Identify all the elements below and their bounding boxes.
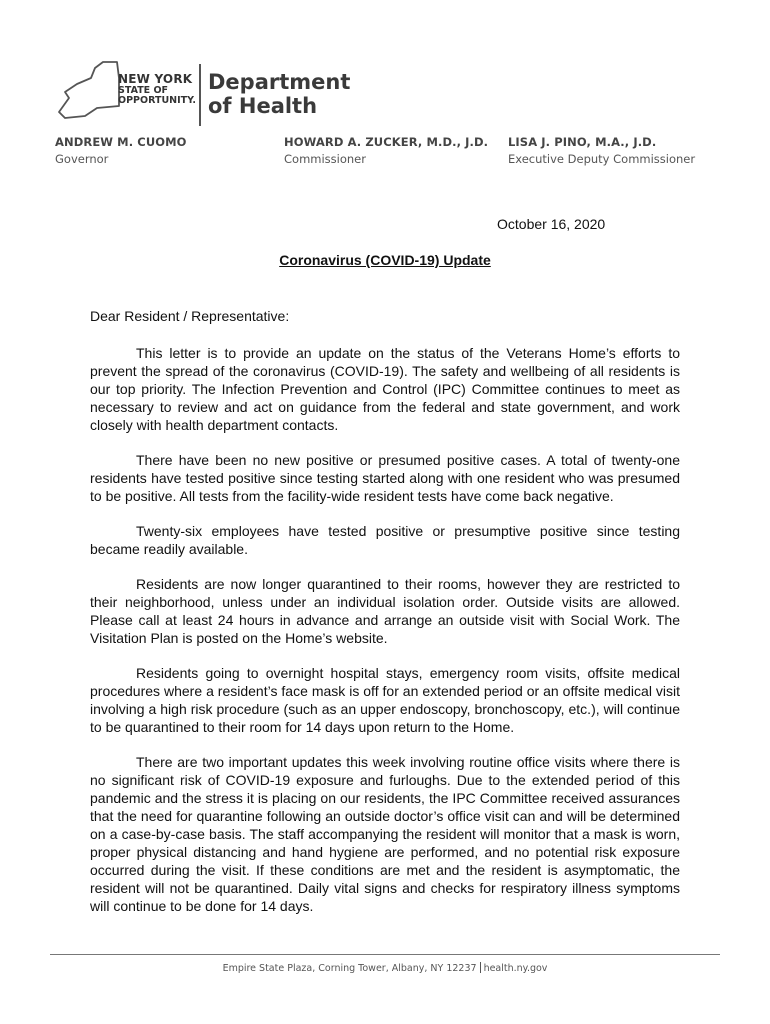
ny-state-name: NEW YORK: [118, 72, 193, 86]
letter-date: October 16, 2020: [497, 216, 606, 232]
paragraph: Residents going to overnight hospital stays, emergency room visits, offsite medical procedures where a resident’s face mask is off for an extended period or an offsite medical visit involving a high risk procedure (such as an upper endoscopy, bronchoscopy, etc.), will continue to be quarantined to their room for 14 days upon return to the Home.: [90, 665, 680, 735]
new-york-state-outline-icon: [59, 62, 119, 118]
official-governor: [55, 135, 187, 166]
department-name: [208, 70, 350, 118]
official-commissioner: [284, 135, 488, 166]
paragraph: Residents are now longer quarantined to their rooms, however they are restricted to their neighborhood, unless under an individual isolation order. Outside visits are allowed. Please call at least 24 hours in advance and arrange an outside visit with Social Work. The Visitation Plan is posted on the Home’s website.: [90, 576, 680, 646]
paragraph: There are two important updates this week involving routine office visits where there is no significant risk of COVID-19 exposure and furloughs. Due to the extended period of this pandemic and the stress it is placing on our residents, the IPC Committee received assurances that the need for quarantine following an outside doctor’s office visit can and will be determined on a case-by-case basis. The staff accompanying the resident will monitor that a mask is worn, proper physical distancing and hand hygiene are performed, and no potential risk exposure occurred during the visit. If these conditions are met and the resident is asymptomatic, the resident will not be quarantined. Daily vital signs and checks for respiratory illness symptoms will continue to be done for 14 days.: [90, 754, 680, 914]
official-title: Governor: [55, 152, 109, 166]
salutation: Dear Resident / Representative:: [90, 308, 290, 324]
ny-state-of: STATE OF: [118, 85, 169, 96]
official-name: LISA J. PINO, M.A., J.D.: [508, 135, 657, 149]
footer: [0, 962, 770, 974]
department-line1: Department: [208, 70, 351, 94]
footer-divider: [50, 954, 720, 955]
official-deputy-commissioner: [508, 135, 695, 166]
paragraph: Twenty-six employees have tested positive or presumptive positive since testing became readily available.: [90, 523, 680, 557]
official-title: Commissioner: [284, 152, 366, 166]
department-line2: of Health: [208, 94, 318, 118]
footer-address: Empire State Plaza, Corning Tower, Albany, NY 12237: [222, 963, 477, 974]
paragraph: This letter is to provide an update on the status of the Veterans Home’s efforts to prevent the spread of the coronavirus (COVID-19). The safety and wellbeing of all residents is our top priority. The Infection Prevention and Control (IPC) Committee continues to meet as necessary to review and act on guidance from the federal and state government, and work closely with health department contacts.: [90, 345, 680, 433]
footer-website: health.ny.gov: [483, 963, 548, 974]
official-title: Executive Deputy Commissioner: [508, 152, 696, 166]
ny-opportunity: OPPORTUNITY.: [118, 95, 197, 106]
logo-divider: [199, 64, 201, 126]
official-name: ANDREW M. CUOMO: [55, 135, 187, 149]
ny-wordmark: [118, 73, 196, 106]
letter-body: [90, 307, 680, 932]
official-name: HOWARD A. ZUCKER, M.D., J.D.: [284, 135, 489, 149]
paragraph: There have been no new positive or presumed positive cases. A total of twenty-one residents have tested positive since testing started along with one resident who was presumed to be positive. All tests from the facility-wide resident tests have come back negative.: [90, 452, 680, 504]
letter-subject: Coronavirus (COVID-19) Update: [279, 252, 491, 268]
footer-separator: [480, 962, 481, 973]
